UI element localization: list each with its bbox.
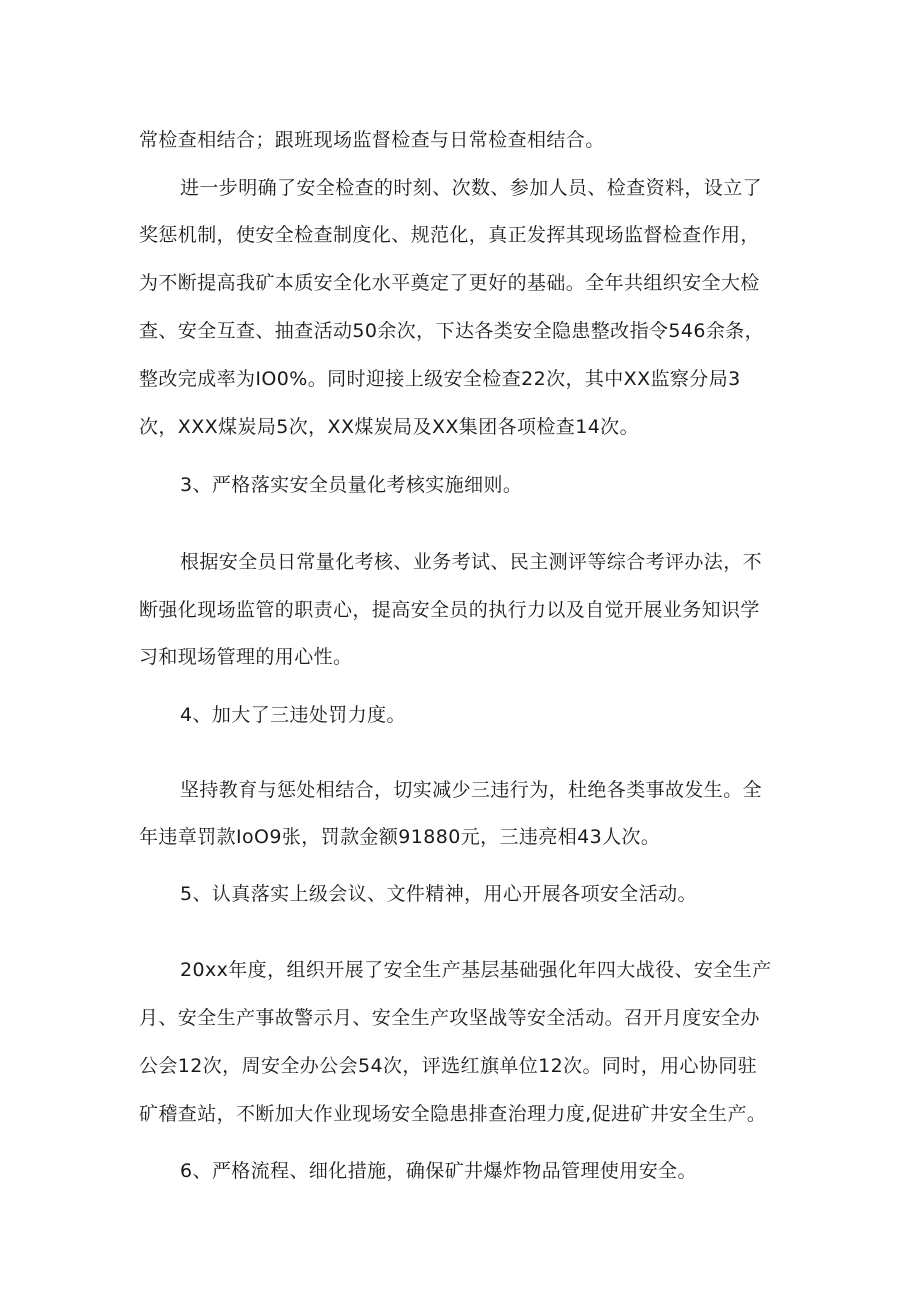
text-line: 月、安全生产事故警示月、安全生产攻坚战等安全活动。召开月度安全办 <box>139 1007 760 1029</box>
text-line: 公会12次，周安全办公会54次，评选红旗单位12次。同时，用心协同驻 <box>139 1055 758 1077</box>
text-line: 常检查相结合；跟班现场监督检查与日常检查相结合。 <box>139 129 605 151</box>
text-line: 次，XXX煤炭局5次，XX煤炭局及XX集团各项检查14次。 <box>139 416 639 438</box>
text-line: 断强化现场监管的职责心，提高安全员的执行力以及自觉开展业务知识学 <box>139 599 760 621</box>
text-line: 矿稽查站，不断加大作业现场安全隐患排查治理力度,促进矿井安全生产。 <box>139 1103 767 1125</box>
text-line: 根据安全员日常量化考核、业务考试、民主测评等综合考评办法，不 <box>180 551 763 573</box>
section-heading: 5、认真落实上级会议、文件精神，用心开展各项安全活动。 <box>180 883 697 905</box>
text-line: 年违章罚款IoO9张，罚款金额91880元，三违亮相43人次。 <box>139 826 661 848</box>
text-line: 查、安全互查、抽查活动50余次，下达各类安全隐患整改指令546余条， <box>139 320 765 342</box>
section-heading: 6、严格流程、细化措施，确保矿井爆炸物品管理使用安全。 <box>180 1160 697 1182</box>
section-heading: 4、加大了三违处罚力度。 <box>180 704 406 726</box>
text-line: 奖惩机制，使安全检查制度化、规范化，真正发挥其现场监督检查作用， <box>139 224 760 246</box>
text-line: 坚持教育与惩处相结合，切实减少三违行为，杜绝各类事故发生。全 <box>180 779 763 801</box>
text-line: 进一步明确了安全检查的时刻、次数、参加人员、检查资料，设立了 <box>180 177 763 199</box>
section-heading: 3、严格落实安全员量化考核实施细则。 <box>180 474 523 496</box>
text-line: 整改完成率为IO0%。同时迎接上级安全检查22次，其中XX监察分局3 <box>139 368 741 390</box>
text-line: 为不断提高我矿本质安全化水平奠定了更好的基础。全年共组织安全大检 <box>139 272 760 294</box>
text-line: 20xx年度，组织开展了安全生产基层基础强化年四大战役、安全生产 <box>180 959 772 981</box>
text-line: 习和现场管理的用心性。 <box>139 646 353 668</box>
